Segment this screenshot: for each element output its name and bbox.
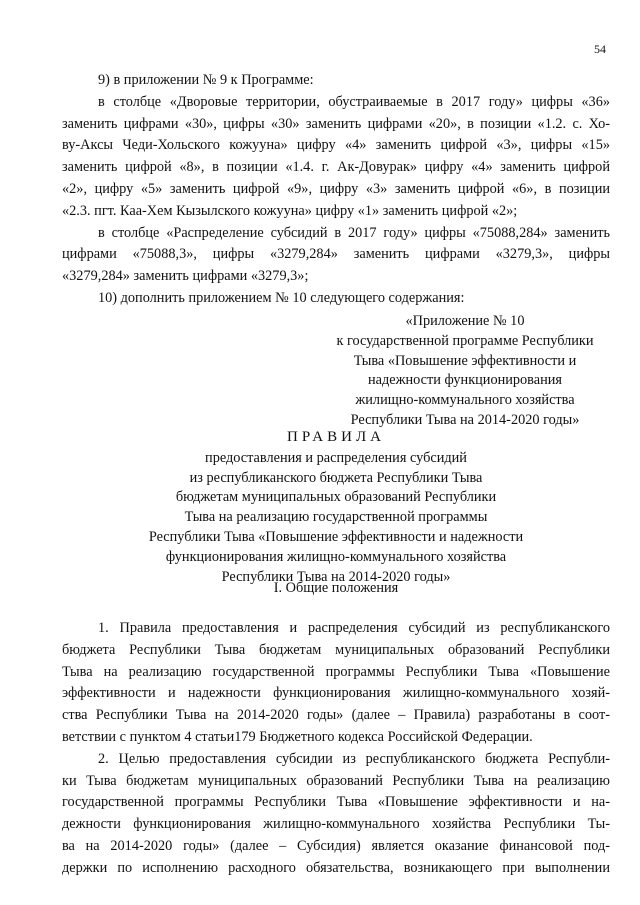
amendment-line: 9) в приложении № 9 к Программе: [98,72,314,88]
appendix-line: «Приложение № 10 [405,313,525,329]
amendment-line: «3279,284» заменить цифрами «3279,3»; [62,268,309,285]
paragraph-line: государственной программы Республики Тыва «Повышение эффективности и на- [62,794,610,811]
rules-subtitle-line: Республики Тыва на 2014-2020 годы» [221,568,451,585]
amendment-line: в столбце «Распределение субсидий в 2017 году» цифры «75088,284» заменить [98,224,610,241]
amendment-line: заменить цифрами «30», цифры «30» заменить цифрами «20», в позиции «1.2. с. Хо- [62,115,610,132]
paragraphs-block [62,618,610,880]
page-number: 54 [594,42,606,56]
amendment-line: 10) дополнить приложением № 10 следующего содержания: [98,289,465,306]
rules-subtitle-line: Республики Тыва «Повышение эффективности и надежности [148,528,524,545]
rules-subtitle-line: из республиканского бюджета Республики Тыва [189,469,483,486]
rules-subtitle-line: Тыва на реализацию государственной программы [184,509,488,526]
appendix-line: Республики Тыва на 2014-2020 годы» [350,411,580,428]
appendix-line: Тыва «Повышение эффективности и [353,352,577,369]
section-title: I. Общие положения [273,580,399,596]
amendment-line: «2.3. пгт. Каа-Хем Кызылского кожууна» цифру «1» заменить цифрой «2»; [62,202,518,219]
amendments-block [62,70,610,310]
appendix-line: к государственной программе Республики [336,332,594,349]
paragraph-line: дежности функционирования жилищно-коммунального хозяйства Республики Ты- [62,816,610,833]
paragraph-line: ветствии с пунктом 4 статьи179 Бюджетного кодекса Российской Федерации. [62,728,533,745]
amendment-line: «2», цифру «5» заменить цифрой «9», цифру «3» заменить цифрой «6», в позиции [62,180,610,197]
paragraph-line: бюджета Республики Тыва бюджетам муниципальных образований Республики [62,641,610,658]
amendment-line: ву-Аксы Чеди-Хольского кожууна» цифру «4» заменить цифрой «3», цифры «15» [62,137,610,154]
rules-title: ПРАВИЛА [287,429,385,445]
paragraph-line: 1. Правила предоставления и распределения субсидий из республиканского [98,620,610,636]
paragraph-line: ва на 2014-2020 годы» (далее – Субсидия) является оказание финансовой под- [62,837,610,854]
amendment-line: цифрами «75088,3», цифры «3279,284» заменить цифрами «3279,3», цифры [62,246,610,263]
paragraph-line: Тыва на реализацию государственной программы Республики Тыва «Повышение [62,663,610,680]
appendix-header [320,312,610,431]
appendix-line: жилищно-коммунального хозяйства [355,392,575,409]
rules-subtitle-line: функционирования жилищно-коммунального хозяйства [165,548,507,565]
paragraph-line: держки по исполнению расходного обязательства, возникающего при выполнении [62,859,610,876]
paragraph-line: 2. Целью предоставления субсидии из республиканского бюджета Республи- [98,750,610,767]
paragraph-line: эффективности и надежности функционирования жилищно-коммунального хозяй- [62,685,610,702]
rules-subtitle-line: предоставления и распределения субсидий [205,449,467,466]
paragraph-line: ки Тыва бюджетам муниципальных образований Республики Тыва на реализацию [62,772,610,789]
paragraph-line: ства Республики Тыва на 2014-2020 годы» (далее – Правила) разработаны в соот- [62,707,610,724]
amendment-line: в столбце «Дворовые территории, обустраиваемые в 2017 году» цифры «36» [98,93,610,110]
rules-heading [62,428,610,587]
amendment-line: заменить цифрой «8», в позиции «1.4. г. Ак-Довурак» цифру «4» заменить цифрой [62,159,610,176]
rules-subtitle-line: бюджетам муниципальных образований Республики [175,489,497,506]
appendix-line: надежности функционирования [368,372,562,389]
